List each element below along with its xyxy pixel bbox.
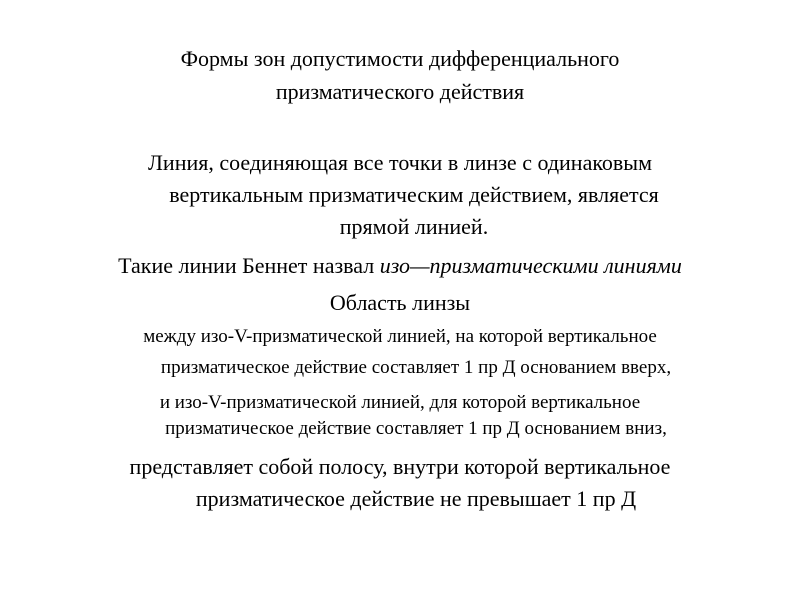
paragraph-5-line-2: призматическое действие составляет 1 пр Д основанием вниз, [165, 418, 667, 439]
paragraph-2-text: Такие линии Беннет назвал [118, 253, 380, 278]
paragraph-3: Область линзы [329, 290, 471, 315]
paragraph-1-line-3: прямой линией. [339, 214, 489, 239]
slide-title-line-1: Формы зон допустимости дифференциального [180, 46, 620, 71]
paragraph-1-line-1: Линия, соединяющая все точки в линзе с одинаковым [148, 150, 652, 175]
paragraph-6-line-2: призматическое действие не превышает 1 пр Д [195, 486, 637, 511]
paragraph-4-line-1: между изо-V-призматической линией, на которой вертикальное [143, 326, 657, 347]
paragraph-4-line-2: призматическое действие составляет 1 пр Д основанием вверх, [160, 357, 672, 378]
paragraph-5-line-1: и изо-V-призматической линией, для которой вертикальное [159, 392, 641, 413]
slide-title-line-2: призматического действия [275, 79, 525, 104]
paragraph-6-line-1: представляет собой полосу, внутри которой вертикальное [129, 454, 671, 479]
paragraph-2 [0, 253, 800, 279]
paragraph-1-line-2: вертикальным призматическим действием, является [169, 182, 659, 207]
paragraph-2-italic-term: изо—призматическими линиями [379, 253, 682, 278]
